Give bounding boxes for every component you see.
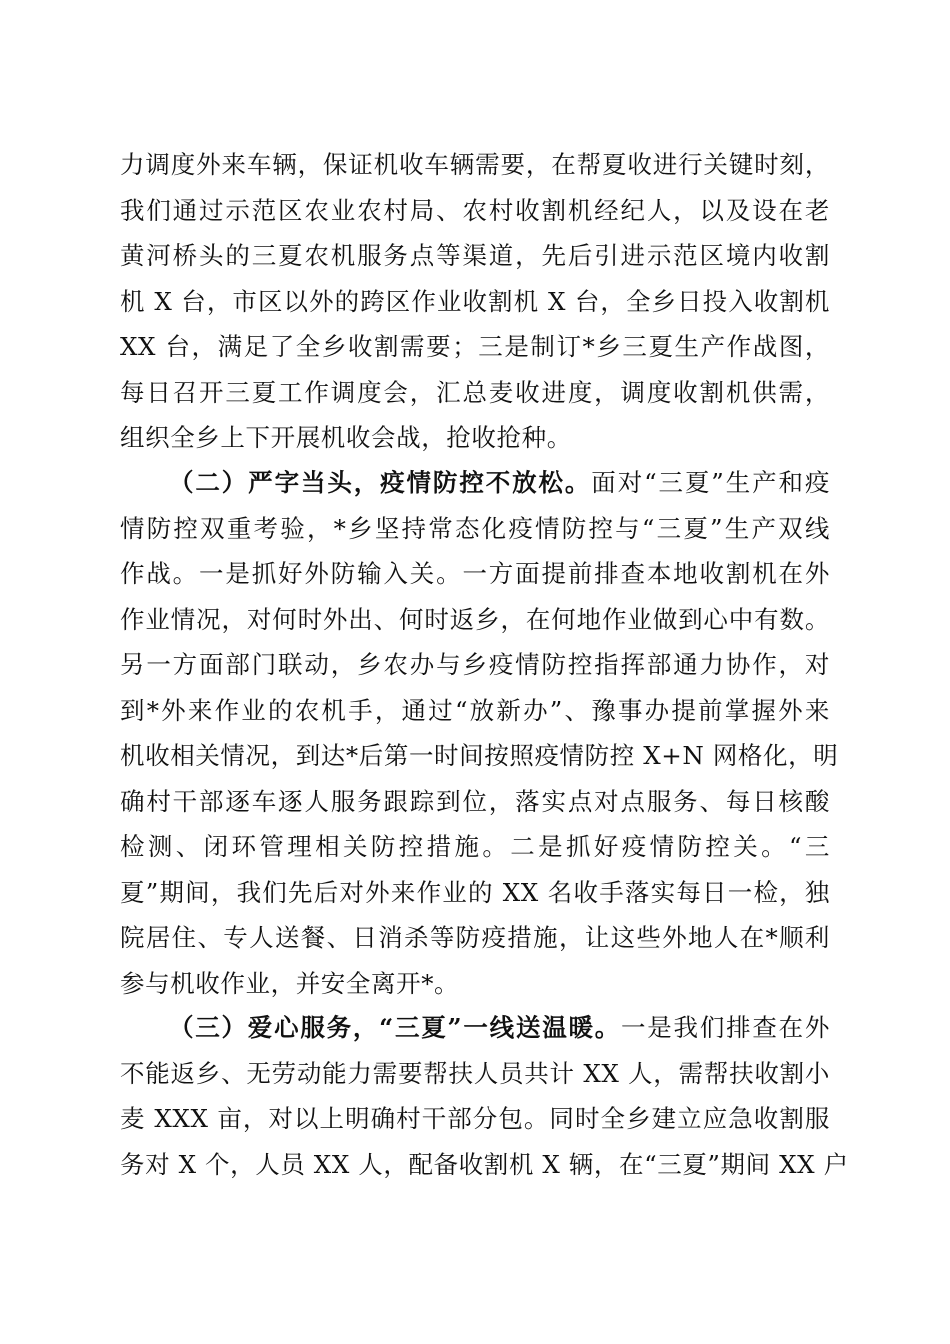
text-line: 作战。一是抓好外防输入关。一方面提前排查本地收割机在外 bbox=[120, 559, 830, 588]
text-line bbox=[120, 460, 830, 506]
text-line: 组织全乡上下开展机收会战，抢收抢种。 bbox=[120, 423, 572, 452]
text-line: 麦 XXX 亩，对以上明确村干部分包。同时全乡建立应急收割服 bbox=[120, 1104, 830, 1133]
text-line: 另一方面部门联动，乡农办与乡疫情防控指挥部通力协作，对 bbox=[120, 650, 830, 679]
text-line: 不能返乡、无劳动能力需要帮扶人员共计 XX 人，需帮扶收割小 bbox=[120, 1058, 830, 1088]
text-line: 务对 X 个，人员 XX 人，配备收割机 X 辆，在“三夏”期间 XX 户 bbox=[120, 1149, 849, 1179]
text-line: 机收相关情况，到达*后第一时间按照疫情防控 X+N 网格化，明 bbox=[120, 741, 839, 770]
text-run: 一是我们排查在外 bbox=[621, 1013, 830, 1042]
text-line: 情防控双重考验，*乡坚持常态化疫情防控与“三夏”生产双线 bbox=[120, 513, 830, 543]
paragraph-1 bbox=[120, 142, 830, 461]
text-line: 黄河桥头的三夏农机服务点等渠道，先后引进示范区境内收割 bbox=[120, 241, 830, 270]
paragraph-3 bbox=[120, 1005, 849, 1187]
text-line: 参与机收作业，并安全离开*。 bbox=[120, 968, 460, 998]
text-line: 院居住、专人送餐、日消杀等防疫措施，让这些外地人在*顺利 bbox=[120, 923, 830, 952]
text-line: 确村干部逐车逐人服务跟踪到位，落实点对点服务、每日核酸 bbox=[120, 786, 830, 816]
section-heading-2: （二）严字当头，疫情防控不放松。 bbox=[169, 468, 592, 497]
text-line: XX 台，满足了全乡收割需要；三是制订*乡三夏生产作战图， bbox=[120, 332, 830, 361]
text-line: 作业情况，对何时外出、何时返乡，在何地作业做到心中有数。 bbox=[120, 604, 830, 634]
text-line: 机 X 台，市区以外的跨区作业收割机 X 台，全乡日投入收割机 bbox=[120, 286, 830, 316]
text-run: 面对“三夏”生产和疫 bbox=[591, 468, 830, 497]
text-line: 我们通过示范区农业农村局、农村收割机经纪人，以及设在老 bbox=[120, 195, 830, 225]
paragraph-2 bbox=[120, 460, 839, 1006]
text-line: 检测、闭环管理相关防控措施。二是抓好疫情防控关。“三 bbox=[120, 832, 830, 861]
text-line bbox=[120, 1005, 830, 1051]
text-line: 力调度外来车辆，保证机收车辆需要，在帮夏收进行关键时刻， bbox=[120, 150, 830, 179]
text-line: 到*外来作业的农机手，通过“放新办”、豫事办提前掌握外来 bbox=[120, 695, 830, 725]
section-heading-3: （三）爱心服务，“三夏”一线送温暖。 bbox=[169, 1013, 622, 1042]
text-line: 夏”期间，我们先后对外来作业的 XX 名收手落实每日一检，独 bbox=[120, 877, 830, 907]
text-line: 每日召开三夏工作调度会，汇总麦收进度，调度收割机供需， bbox=[120, 377, 830, 407]
